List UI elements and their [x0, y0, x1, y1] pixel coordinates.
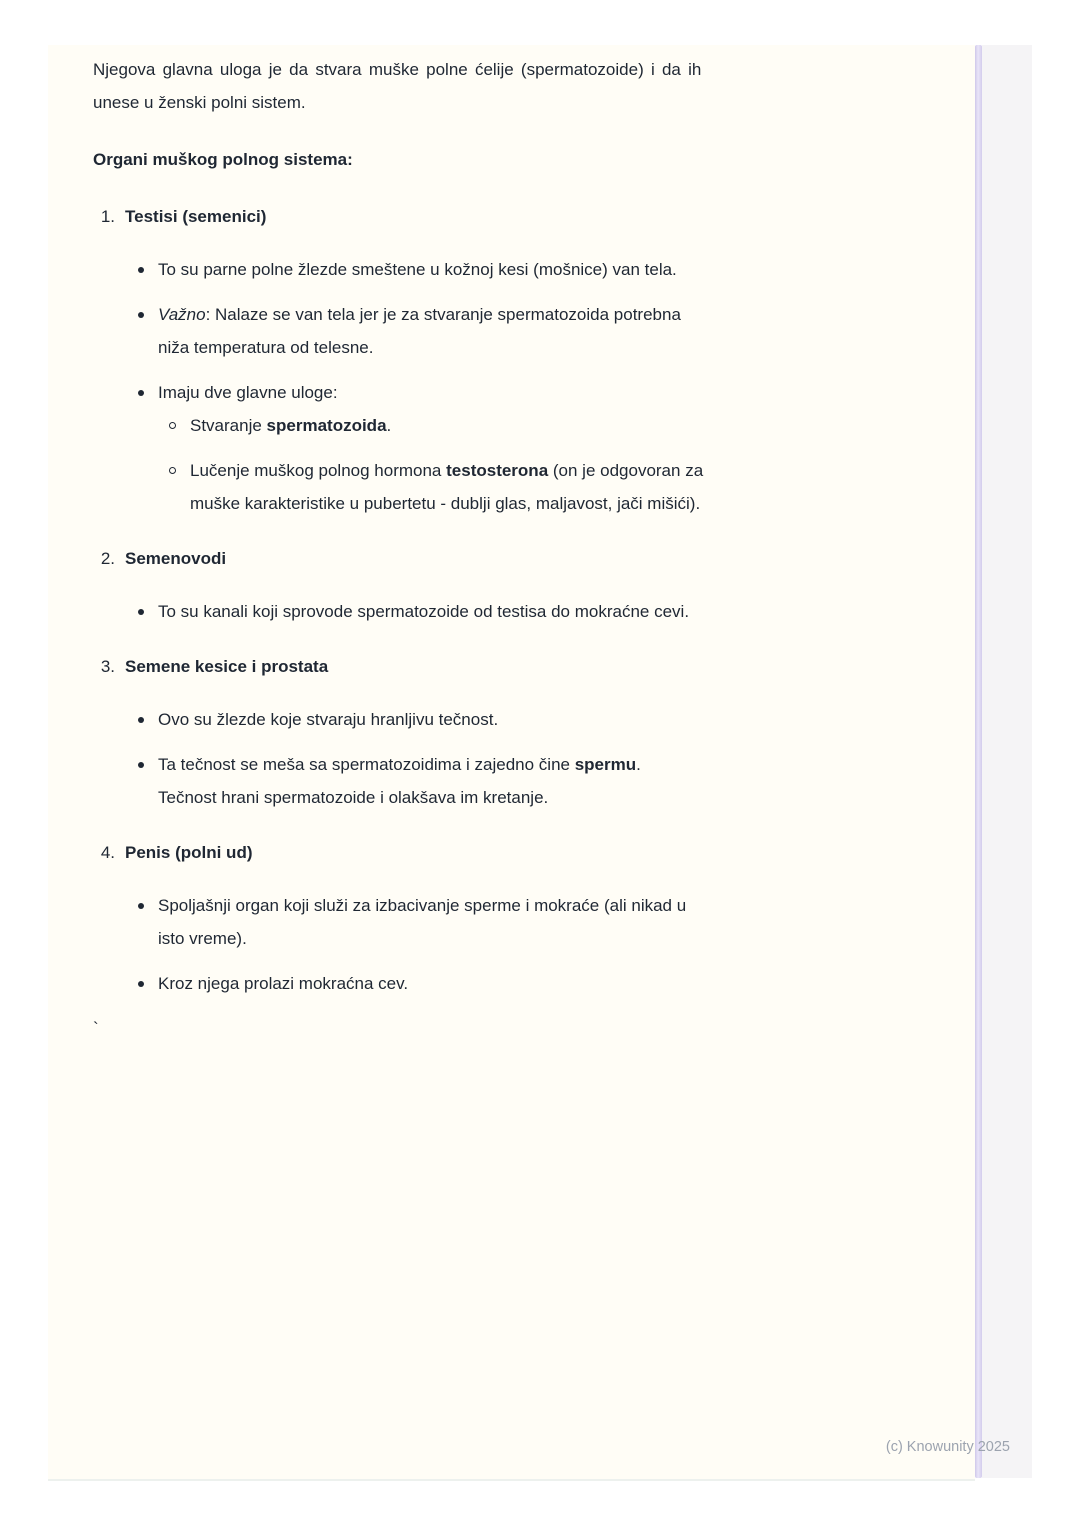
bullet-text: Ovo su žlezde koje stvaraju hranljivu tečnost.	[158, 710, 499, 729]
bullet-list	[125, 703, 855, 814]
scrollbar-thumb[interactable]	[975, 45, 982, 1478]
numbered-item-testisi	[93, 200, 855, 520]
intro-line-1: Njegova glavna uloga je da stvara muške polne ćelije (spermatozoide) i da ih	[93, 60, 702, 79]
bullet-text: : Nalaze se van tela jer je za stvaranje spermatozoida potrebna	[205, 305, 681, 324]
item-number: 2.	[100, 549, 115, 568]
bullet-text-line-2: niža temperatura od telesne.	[158, 338, 374, 357]
numbered-item-semene-kesice	[93, 650, 855, 814]
side-panel	[982, 45, 1032, 1478]
bold-word: spermatozoida	[266, 416, 387, 435]
document-page	[48, 45, 975, 1479]
emphasized-word: Važno	[158, 305, 206, 324]
numbered-item-penis	[93, 836, 855, 1000]
section-heading	[93, 143, 855, 176]
sub-bullet-list	[158, 409, 855, 520]
intro-paragraph	[93, 53, 855, 119]
sub-bullet-text-line-2: muške karakteristike u pubertetu - dublji glas, maljavost, jači mišići).	[190, 494, 701, 513]
copyright-watermark: (c) Knowunity 2025	[885, 1439, 1010, 1455]
bullet-text: To su parne polne žlezde smeštene u kožnoj kesi (mošnice) van tela.	[158, 260, 677, 279]
list-item	[158, 703, 855, 736]
item-title: Penis (polni ud)	[125, 843, 253, 862]
list-item	[158, 376, 855, 520]
item-number: 4.	[100, 843, 115, 862]
bullet-text-line-2: isto vreme).	[158, 929, 247, 948]
bullet-text-line-2: Tečnost hrani spermatozoide i olakšava im kretanje.	[158, 788, 549, 807]
item-number: 3.	[100, 657, 115, 676]
bullet-list	[125, 889, 855, 1000]
sub-list-item	[190, 454, 855, 520]
item-title: Semene kesice i prostata	[125, 657, 329, 676]
sub-bullet-text-end: (on je odgovoran za	[548, 461, 704, 480]
bullet-list	[125, 253, 855, 520]
sub-bullet-text: Stvaranje	[190, 416, 267, 435]
list-item	[158, 253, 855, 286]
item-title: Testisi (semenici)	[125, 207, 267, 226]
bold-word: testosterona	[446, 461, 549, 480]
numbered-item-semenovodi	[93, 542, 855, 628]
bullet-text: Kroz njega prolazi mokraćna cev.	[158, 974, 409, 993]
list-item	[158, 595, 855, 628]
list-item	[158, 967, 855, 1000]
list-item	[158, 889, 855, 955]
list-item	[158, 748, 855, 814]
bullet-text: Spoljašnji organ koji služi za izbacivanje sperme i mokraće (ali nikad u	[158, 896, 687, 915]
item-title: Semenovodi	[125, 549, 227, 568]
trailing-backtick-mark: `	[93, 1019, 99, 1038]
bullet-list	[125, 595, 855, 628]
bold-word: spermu	[574, 755, 637, 774]
bullet-text-end: .	[636, 755, 641, 774]
bullet-text: To su kanali koji sprovode spermatozoide od testisa do mokraćne cevi.	[158, 602, 690, 621]
bullet-text: Imaju dve glavne uloge:	[158, 383, 338, 402]
sub-bullet-text-end: .	[386, 416, 392, 435]
list-item	[158, 298, 855, 364]
sub-bullet-text: Lučenje muškog polnog hormona	[190, 461, 447, 480]
item-number: 1.	[100, 207, 115, 226]
male-organs-numbered-list	[93, 200, 855, 1000]
section-heading-text: Organi muškog polnog sistema:	[93, 150, 353, 169]
intro-line-2: unese u ženski polni sistem.	[93, 93, 306, 112]
sub-list-item	[190, 409, 855, 442]
bullet-text: Ta tečnost se meša sa spermatozoidima i zajedno čine	[158, 755, 575, 774]
